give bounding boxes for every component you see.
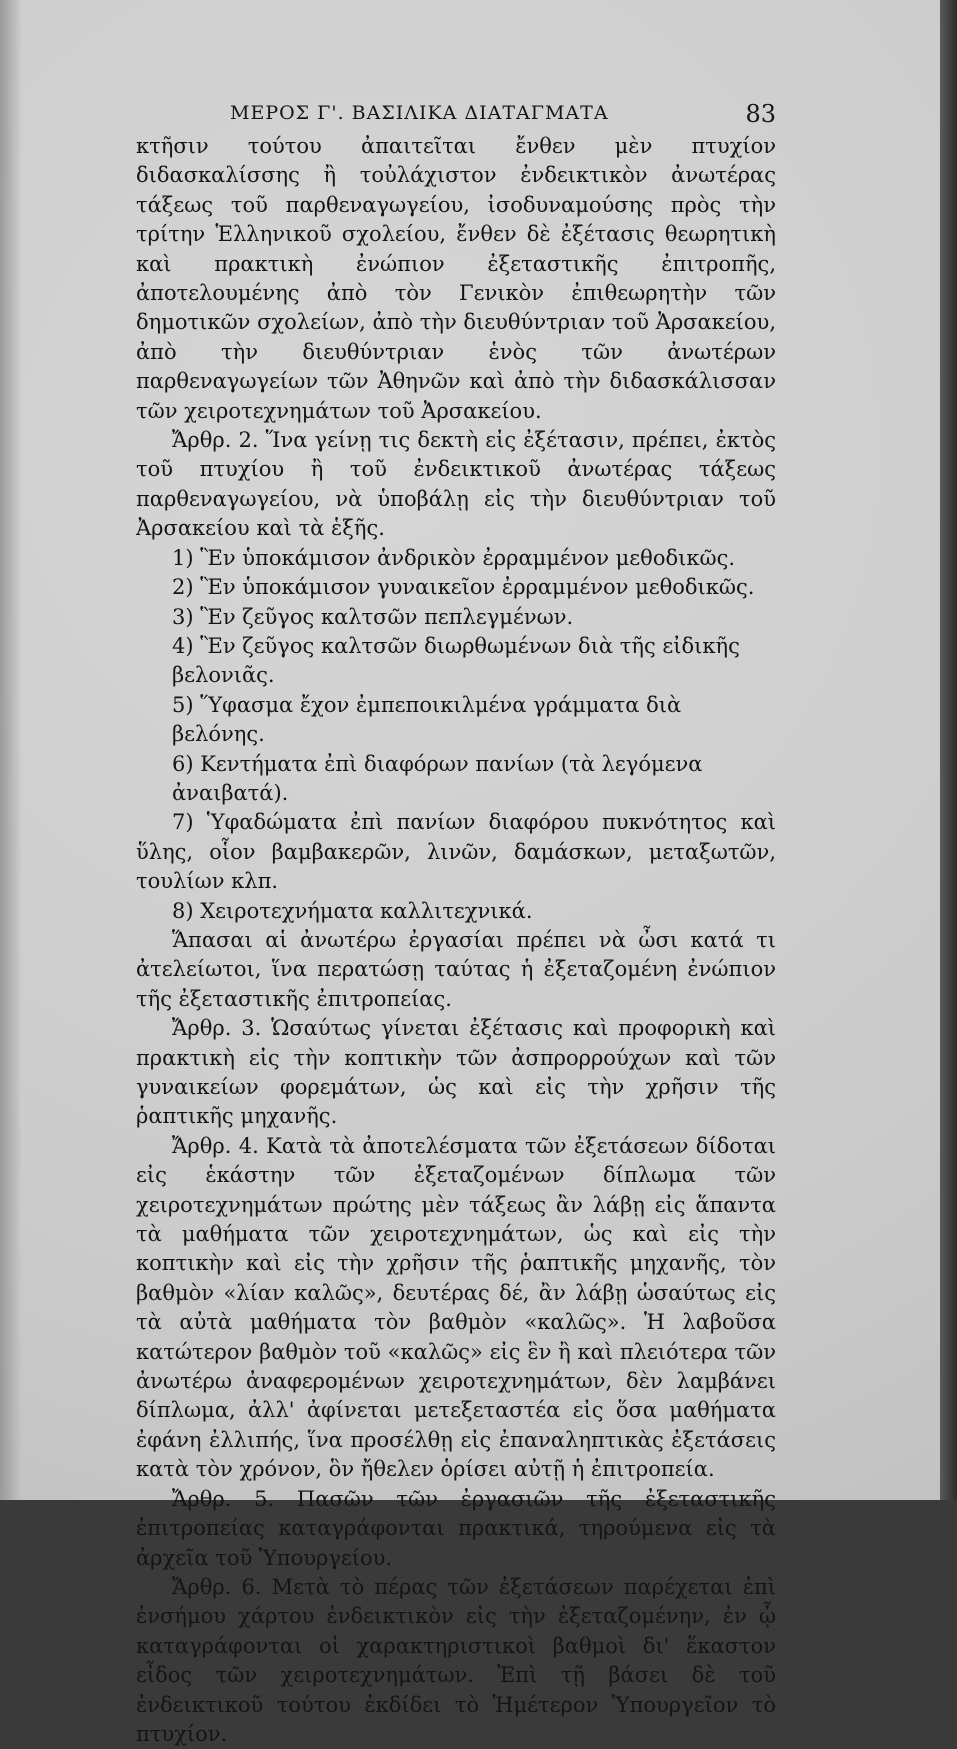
list-item: 7) Ὑφαδώματα ἐπὶ πανίων διαφόρου πυκνότητος καὶ ὕλης, οἷον βαμβακερῶν, λινῶν, δαμάσκων, μεταξωτῶν, τουλίων κλπ. [136,810,776,894]
paragraph-article-2-closing: Ἅπασαι αἱ ἀνωτέρω ἐργασίαι πρέπει νὰ ὦσι κατά τι ἀτελείωτοι, ἵνα περατώσῃ ταύτας ἡ ἐξεταζομένη ἐνώπιον τῆς ἐξεταστικῆς ἐπιτροπείας. [136,927,776,1011]
list-item: 3) Ἓν ζεῦγος καλτσῶν πεπλεγμένων. [172,604,574,629]
list-item: 4) Ἓν ζεῦγος καλτσῶν διωρθωμένων διὰ τῆς εἰδικῆς βελονιᾶς. [172,633,740,688]
gutter-shadow [0,0,22,1500]
paragraph-article-6: Ἄρθρ. 6. Μετὰ τὸ πέρας τῶν ἐξετάσεων παρέχεται ἐπὶ ἐνσήμου χάρτου ἐνδεικτικὸν εἰς τὴν ἐξεταζομένην, ἐν ᾧ καταγράφονται οἱ χαρακτηριστικοὶ βαθμοὶ δι' ἕκαστον εἶδος τῶν χειροτεχνημάτων. Ἐπὶ τῇ βάσει δὲ τοῦ ἐνδεικτικοῦ τούτου ἐκδίδει τὸ Ἡμέτερον Ὑπουργεῖον τὸ πτυχίον. [136,1574,776,1746]
list-item: 8) Χειροτεχνήματα καλλιτεχνικά. [172,898,533,923]
paragraph-article-2: Ἄρθρ. 2. Ἵνα γείνῃ τις δεκτὴ εἰς ἐξέτασιν, πρέπει, ἐκτὸς τοῦ πτυχίου ἢ τοῦ ἐνδεικτικοῦ ἀνωτέρας τάξεως παρθεναγωγείου, νὰ ὑποβάλῃ εἰς τὴν διευθύντριαν τοῦ Ἀρσακείου καὶ τὰ ἑξῆς. [136,428,776,541]
list-item: 6) Κεντήματα ἐπὶ διαφόρων πανίων (τὰ λεγόμενα ἀναιβατά). [172,751,703,805]
page-number: 83 [745,100,776,128]
paragraph-intro: κτῆσιν τούτου ἀπαιτεῖται ἔνθεν μὲν πτυχίον διδασκαλίσσης ἢ τοὐλάχιστον ἐνδεικτικὸν ἀνωτέρας τάξεως τοῦ παρθεναγωγείου, ἰσοδυναμούσης πρὸς τὴν τρίτην Ἑλληνικοῦ σχολείου, ἔνθεν δὲ ἐξέτασις θεωρητικὴ καὶ πρακτικὴ ἐνώπιον ἐξεταστικῆς ἐπιτροπῆς, ἀποτελουμένης ἀπὸ τὸν Γενικὸν ἐπιθεωρητὴν τῶν δημοτικῶν σχολείων, ἀπὸ τὴν διευθύντριαν τοῦ Ἀρσακείου, ἀπὸ τὴν διευθύντριαν ἑνὸς τῶν ἀνωτέρων παρθεναγωγείων τῶν Ἀθηνῶν καὶ ἀπὸ τὴν διδασκάλισσαν τῶν χειροτεχνημάτων τοῦ Ἀρσακείου. [136,134,776,423]
running-title: ΜΕΡΟΣ Γ'. ΒΑΣΙΛΙΚΑ ΔΙΑΤΑΓΜΑΤΑ [230,102,609,124]
list-item: 2) Ἓν ὑποκάμισον γυναικεῖον ἐρραμμένον μεθοδικῶς. [172,575,755,600]
list-item: 1) Ἓν ὑποκάμισον ἀνδρικὸν ἐρραμμένον μεθοδικῶς. [172,545,736,570]
page-edge-shadow [940,0,957,1500]
paragraph-article-3: Ἄρθρ. 3. Ὡσαύτως γίνεται ἐξέτασις καὶ προφορικὴ καὶ πρακτικὴ εἰς τὴν κοπτικὴν τῶν ἀσπρορρούχων καὶ τῶν γυναικείων φορεμάτων, ὡς καὶ εἰς τὴν χρῆσιν τῆς ῥαπτικῆς μηχανῆς. [136,1016,776,1129]
list-item: 5) Ὕφασμα ἔχον ἐμπεποικιλμένα γράμματα διὰ βελόνης. [172,692,682,747]
paragraph-article-5: Ἄρθρ. 5. Πασῶν τῶν ἐργασιῶν τῆς ἐξεταστικῆς ἐπιτροπείας καταγράφονται πρακτικά, τηρούμενα εἰς τὰ ἀρχεῖα τοῦ Ὑπουργείου. [136,1486,776,1570]
running-head [136,100,776,132]
paragraph-article-4: Ἄρθρ. 4. Κατὰ τὰ ἀποτελέσματα τῶν ἐξετάσεων δίδοται εἰς ἑκάστην τῶν ἐξεταζομένων δίπλωμα τῶν χειροτεχνημάτων πρώτης μὲν τάξεως ἂν λάβῃ εἰς ἅπαντα τὰ μαθήματα τῶν χειροτεχνημάτων, ὡς καὶ εἰς τὴν κοπτικὴν καὶ εἰς τὴν χρῆσιν τῆς ῥαπτικῆς μηχανῆς, τὸν βαθμὸν «λίαν καλῶς», δευτέρας δέ, ἂν λάβῃ ὡσαύτως εἰς τὰ αὐτὰ μαθήματα τὸν βαθμὸν «καλῶς». Ἡ λαβοῦσα κατώτερον βαθμὸν τοῦ «καλῶς» εἰς ἓν ἢ καὶ πλειότερα τῶν ἀνωτέρω ἀναφερομένων χειροτεχνημάτων, δὲν λαμβάνει δίπλωμα, ἀλλ' ἀφίνεται μετεξεταστέα εἰς ὅσα μαθήματα ἐφάνη ἐλλιπής, ἵνα προσέλθῃ εἰς ἐπαναληπτικὰς ἐξετάσεις κατὰ τὸν χρόνον, ὃν ἤθελεν ὁρίσει αὐτῇ ἡ ἐπιτροπεία. [136,1133,776,1482]
body-text [136,132,776,1749]
